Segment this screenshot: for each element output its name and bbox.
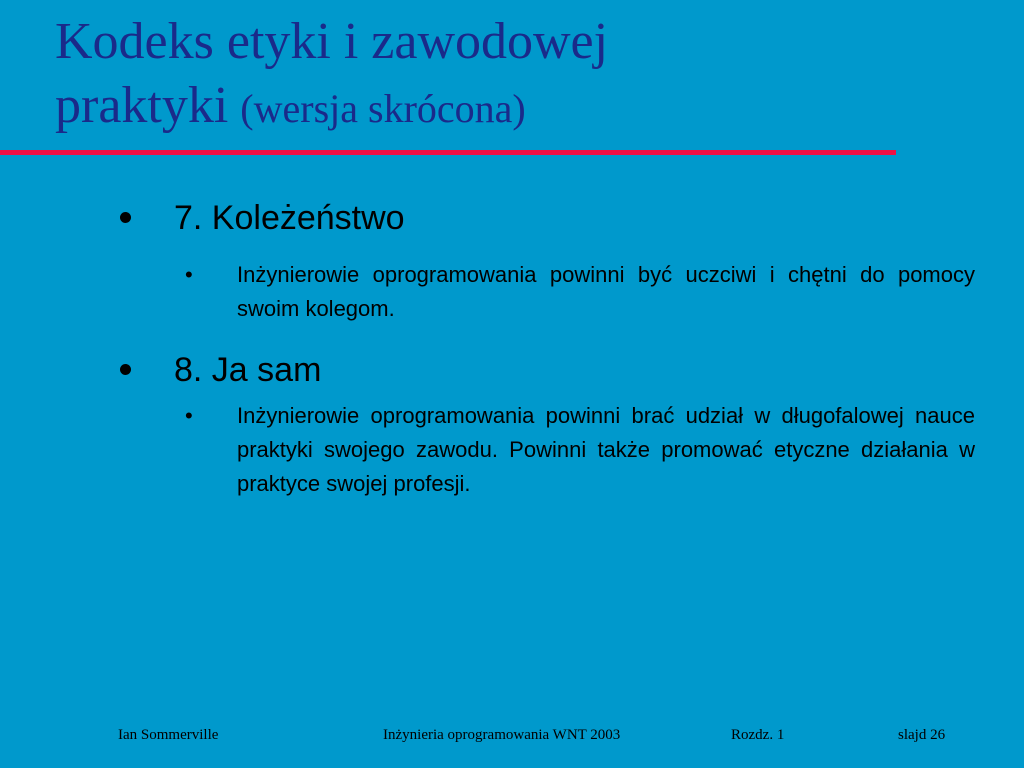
footer-course: Inżynieria oprogramowania WNT 2003 [383,727,621,743]
title-line-2: praktyki [55,77,229,134]
footer-slide-number: slajd 26 [898,727,946,743]
section-heading-text: 7. Koleżeństwo [174,199,405,237]
title-underline [0,150,896,155]
title-subtitle: (wersja skrócona) [240,86,526,131]
list-item-text: Inżynierowie oprogramowania powinni brać udział w długofalowej nauce praktyki swojego zawodu. Powinni także promować etyczne działania w praktyce swojej profesji. [237,403,975,496]
slide-footer [0,727,1024,747]
slide-title [55,10,905,141]
list-item-text: Inżynierowie oprogramowania powinni być uczciwi i chętni do pomocy swoim kolegom. [237,262,975,321]
bullet-dot-icon [120,212,131,223]
bullet-dot-icon [120,364,131,375]
footer-chapter: Rozdz. 1 [731,727,785,743]
footer-author: Ian Sommerville [118,727,219,743]
title-line-1: Kodeks etyki i zawodowej [55,13,609,70]
bullet-icon: • [185,403,193,428]
section-heading-text: 8. Ja sam [174,351,322,389]
bullet-icon: • [185,262,193,287]
